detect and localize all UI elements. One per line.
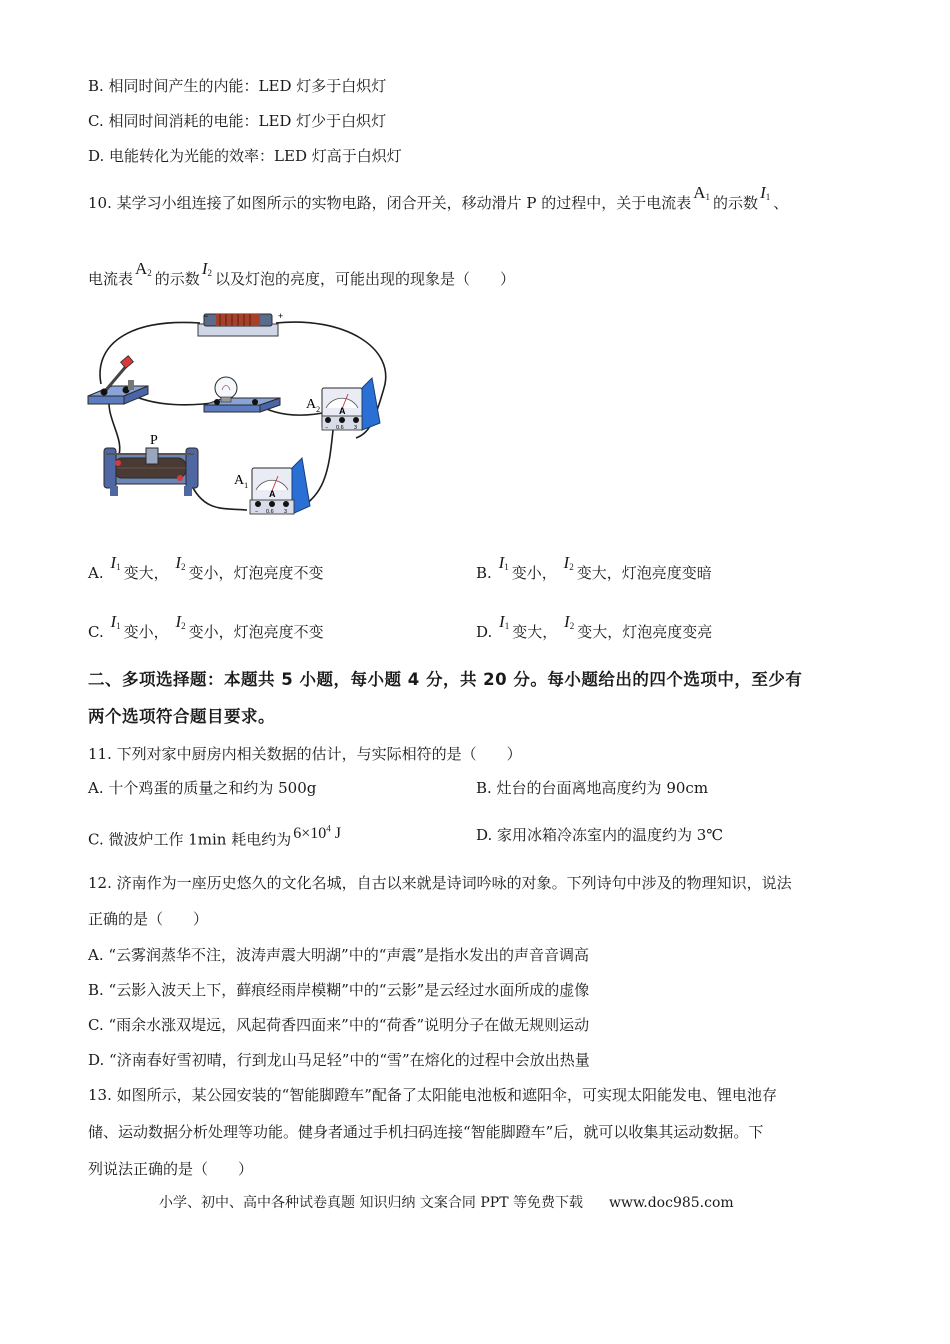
- light-bulb: [204, 377, 280, 412]
- q11-option-b: B. 灶台的台面离地高度约为 90cm: [476, 779, 709, 797]
- q9-option-b: B. 相同时间产生的内能：LED 灯多于白炽灯: [88, 77, 387, 95]
- q12-option-c: C. “雨余水涨双堤远，风起荷香四面来”中的“荷香”说明分子在做无规则运动: [88, 1016, 590, 1034]
- q13-stem-line2: 储、运动数据分析处理等功能。健身者通过手机扫码连接“智能脚蹬车”后，就可以收集其运动数据。下: [88, 1123, 764, 1141]
- q11-stem: 11. 下列对家中厨房内相关数据的估计，与实际相符的是（ ）: [88, 745, 522, 763]
- q10-option-c: C. $I^1$ 变小， $I^2$ 变小，灯泡亮度不变: [88, 612, 324, 641]
- circuit-figure: [84, 308, 394, 530]
- q11-option-a: A. 十个鸡蛋的质量之和约为 500g: [88, 779, 317, 797]
- battery: [198, 311, 283, 336]
- ammeter-a1-face: A: [269, 489, 276, 499]
- footer-site-link[interactable]: www.doc985.com: [608, 1195, 734, 1211]
- q10-stem-line1: 10. 某学习小组连接了如图所示的实物电路，闭合开关，移动滑片 P 的过程中，关于电流表$A^1$ 的示数$I^1$ 、: [88, 183, 789, 212]
- q9-option-d: D. 电能转化为光能的效率：LED 灯高于白炽灯: [88, 147, 402, 165]
- switch: [88, 356, 148, 404]
- q12-option-d: D. “济南春好雪初晴，行到龙山马足轻”中的“雪”在熔化的过程中会放出热量: [88, 1051, 590, 1069]
- rheostat: [104, 433, 198, 496]
- ammeter-a1-symbol: A: [693, 183, 706, 202]
- q9-option-c: C. 相同时间消耗的电能：LED 灯少于白炽灯: [88, 112, 387, 130]
- energy-expression: $6\times 10^4$ J: [293, 824, 342, 843]
- ammeter-a2-symbol: A: [135, 259, 148, 278]
- q13-stem-line1: 13. 如图所示，某公园安装的“智能脚蹬车”配备了太阳能电池板和遮阳伞，可实现太阳能发电、锂电池存: [88, 1086, 777, 1104]
- page-footer: [159, 1192, 734, 1212]
- footer-text: 小学、初中、高中各种试卷真题 知识归纳 文案合同 PPT 等免费下载: [159, 1195, 583, 1211]
- q13-stem-line3: 列说法正确的是（ ）: [88, 1160, 254, 1178]
- a1-terminal-3: 3: [284, 509, 288, 515]
- section2-heading-line1: 二、多项选择题：本题共 5 小题，每小题 4 分，共 20 分。每小题给出的四个选项中，至少有: [88, 670, 803, 689]
- battery-plus-label: +: [278, 311, 284, 321]
- current-i1-symbol: I: [760, 183, 766, 202]
- current-i2-symbol: I: [201, 259, 208, 278]
- ammeter-a2: [306, 378, 380, 431]
- a2-terminal-06: 0.6: [336, 425, 344, 431]
- label-a1: $A_1$: [234, 473, 249, 490]
- a2-terminal-3: 3: [354, 425, 358, 431]
- q10-option-b: B. $I^1$ 变小， $I^2$ 变大，灯泡亮度变暗: [476, 553, 712, 582]
- q10-stem-line2: 电流表$A^2$ 的示数$I^2$ 以及灯泡的亮度，可能出现的现象是（ ）: [88, 259, 515, 288]
- section2-heading-line2: 两个选项符合题目要求。: [88, 707, 275, 726]
- a1-terminal-06: 0.6: [266, 509, 274, 515]
- battery-minus-label: −: [203, 311, 209, 321]
- q10-option-d: D. $I^1$ 变大， $I^2$ 变大，灯泡亮度变亮: [476, 612, 713, 641]
- a2-terminal-minus: −: [325, 425, 329, 431]
- q12-stem-line1: 12. 济南作为一座历史悠久的文化名城，自古以来就是诗词吟咏的对象。下列诗句中涉及的物理知识，说法: [88, 874, 792, 892]
- a1-terminal-minus: −: [255, 509, 259, 515]
- q11-option-c: C. 微波炉工作 1min 耗电约为 $6\times 10^4$ J: [88, 824, 342, 849]
- q12-stem-line2: 正确的是（ ）: [88, 910, 209, 928]
- slider-label-p: P: [150, 433, 158, 448]
- ammeter-a1: [234, 458, 310, 515]
- q12-option-b: B. “云影入波天上下，藓痕经雨岸模糊”中的“云影”是云经过水面所成的虚像: [88, 981, 590, 999]
- q12-option-a: A. “云雾润蒸华不注，波涛声震大明湖”中的“声震”是指水发出的声音音调高: [88, 946, 590, 964]
- q10-option-a: A. $I^1$ 变大， $I^2$ 变小，灯泡亮度不变: [88, 553, 324, 582]
- q11-option-d: D. 家用冰箱冷冻室内的温度约为 3℃: [476, 826, 724, 844]
- ammeter-a2-face: A: [339, 406, 346, 416]
- label-a2: $A_2$: [306, 397, 321, 414]
